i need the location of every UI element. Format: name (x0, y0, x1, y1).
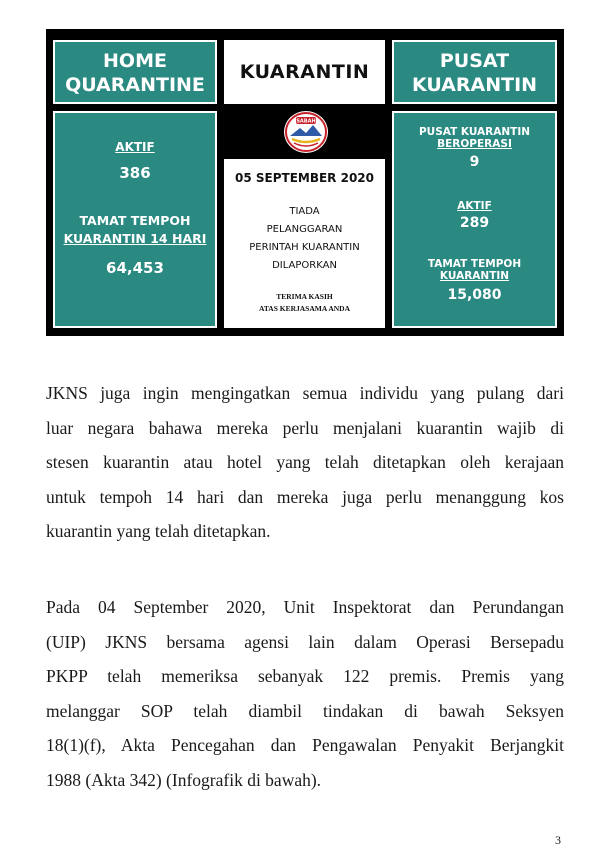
pusat-tamat-label-line2: KUARANTIN (439, 270, 510, 282)
notice-line4: DILAPORKAN (272, 260, 337, 271)
paragraph2-line: 18(1)(f), Akta Pencegahan dan Pengawalan Penyakit Berjangkit (46, 735, 564, 755)
home-tamat-value: 64,453 (106, 259, 164, 277)
sabah-cprc-logo (282, 109, 330, 155)
notice-text (226, 203, 383, 275)
home-quarantine-panel (53, 111, 217, 328)
paragraph1-line: kuarantin yang telah ditetapkan. (46, 521, 271, 541)
paragraph-inspection (46, 590, 564, 797)
home-tamat-label-line1: TAMAT TEMPOH (79, 213, 191, 228)
beroperasi-label (394, 126, 555, 150)
quarantine-infographic (46, 29, 564, 336)
page-number: 3 (555, 833, 561, 847)
pusat-aktif-label: AKTIF (457, 200, 492, 212)
beroperasi-label-line1: PUSAT KUARANTIN (418, 126, 531, 138)
pusat-kuarantin-title-line2: KUARANTIN (411, 74, 538, 96)
logo-text: SABAH (296, 118, 316, 125)
pusat-tamat-value: 15,080 (447, 287, 502, 303)
kuarantin-header (224, 40, 385, 104)
paragraph-reminder (46, 376, 564, 549)
pusat-aktif-value: 289 (459, 215, 490, 231)
report-date: 05 SEPTEMBER 2020 (235, 171, 374, 185)
notice-line3: PERINTAH KUARANTIN (249, 242, 360, 253)
home-quarantine-title-line2: QUARANTINE (65, 74, 205, 96)
center-notice-panel (224, 159, 385, 328)
pusat-tamat-label (394, 258, 555, 282)
home-aktif-label: AKTIF (115, 140, 155, 154)
paragraph2-line: (UIP) JKNS bersama agensi lain dalam Operasi Bersepadu (46, 631, 564, 652)
paragraph2-line: 1988 (Akta 342) (Infografik di bawah). (46, 769, 322, 790)
pusat-tamat-label-line1: TAMAT TEMPOH (427, 258, 522, 270)
paragraph2-line: melanggar SOP telah diambil tindakan di bawah Seksyen (46, 700, 564, 721)
beroperasi-label-line2: BEROPERASI (437, 138, 512, 150)
pusat-kuarantin-title-line1: PUSAT (439, 50, 510, 72)
kuarantin-title: KUARANTIN (239, 61, 370, 83)
pusat-kuarantin-header (392, 40, 557, 104)
paragraph1-line: JKNS juga ingin mengingatkan semua individu yang pulang dari (46, 383, 564, 403)
paragraph2-line: PKPP telah memeriksa sebanyak 122 premis. Premis yang (46, 666, 564, 686)
pusat-kuarantin-panel (392, 111, 557, 328)
notice-line1: TIADA (289, 206, 320, 217)
beroperasi-value: 9 (469, 154, 480, 170)
home-tamat-label-line2: KUARANTIN 14 HARI (63, 231, 207, 246)
home-quarantine-title-line1: HOME (103, 50, 167, 72)
paragraph2-line: Pada 04 September 2020, Unit Inspektorat dan Perundangan (46, 597, 564, 617)
paragraph1-line: luar negara bahawa mereka perlu menjalani kuarantin wajib di (46, 417, 564, 438)
paragraph1-line: untuk tempoh 14 hari dan mereka juga perlu menanggung kos (46, 486, 564, 507)
home-tamat-label (55, 212, 215, 248)
thanks-line2: ATAS KERJASAMA ANDA (259, 304, 350, 313)
thanks-line1: TERIMA KASIH (276, 292, 333, 301)
paragraph1-line: stesen kuarantin atau hotel yang telah ditetapkan oleh kerajaan (46, 452, 564, 472)
thanks-text (226, 291, 383, 315)
notice-line2: PELANGGARAN (266, 224, 343, 235)
home-quarantine-header (53, 40, 217, 104)
home-aktif-value: 386 (119, 164, 151, 182)
